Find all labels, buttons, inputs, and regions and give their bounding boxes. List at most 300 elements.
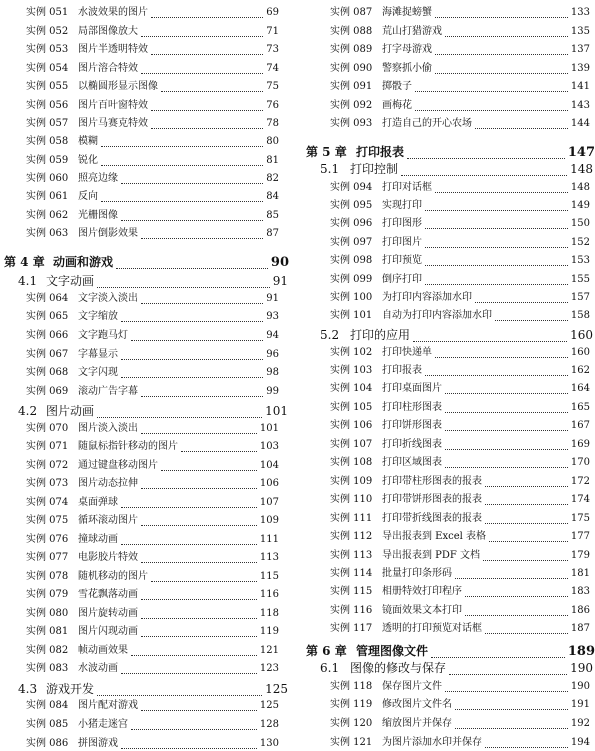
toc-page-number: 167 xyxy=(570,420,590,431)
toc-item-row xyxy=(0,368,289,379)
toc-page-number: 162 xyxy=(570,365,590,376)
toc-dot-leader xyxy=(485,523,568,524)
toc-dot-leader xyxy=(445,449,568,450)
toc-item-title: 图片半透明特效 xyxy=(78,44,148,55)
toc-item-row xyxy=(0,211,289,222)
toc-page-number: 152 xyxy=(570,237,590,248)
toc-item-number: 实例 092 xyxy=(330,100,373,111)
toc-page-number: 78 xyxy=(266,118,279,129)
toc-dot-leader xyxy=(485,633,568,634)
toc-dot-leader xyxy=(141,303,263,304)
toc-item-number: 实例 083 xyxy=(26,663,69,674)
toc-item-title: 修改图片文件名 xyxy=(382,699,452,710)
toc-page-number: 113 xyxy=(259,552,279,563)
toc-dot-leader xyxy=(425,284,568,285)
toc-item-title: 打印报表 xyxy=(382,365,422,376)
toc-item-number: 实例 104 xyxy=(330,383,373,394)
toc-item-title: 打印对话框 xyxy=(382,182,432,193)
toc-page-number: 183 xyxy=(570,586,590,597)
toc-item-row xyxy=(298,514,595,525)
toc-dot-leader xyxy=(445,430,568,431)
toc-item-row xyxy=(0,627,289,638)
toc-item-number: 实例 069 xyxy=(26,386,69,397)
toc-chapter-row xyxy=(298,146,595,160)
toc-dot-leader xyxy=(413,341,567,342)
toc-item-title: 打印快递单 xyxy=(382,347,432,358)
toc-item-title: 图片马赛克特效 xyxy=(78,118,148,129)
toc-page-number: 139 xyxy=(570,63,590,74)
toc-item-row xyxy=(298,183,595,194)
toc-section-number: 5.2 xyxy=(320,328,340,342)
toc-page-number: 118 xyxy=(259,608,279,619)
toc-item-row xyxy=(298,624,595,635)
toc-item-title: 打印柱形图表 xyxy=(382,402,442,413)
toc-item-row xyxy=(298,8,595,19)
toc-item-title: 锐化 xyxy=(78,155,98,166)
toc-page-number: 93 xyxy=(266,311,279,322)
toc-item-number: 实例 091 xyxy=(330,81,373,92)
toc-page-number: 103 xyxy=(259,441,279,452)
toc-page-number: 76 xyxy=(266,100,279,111)
toc-page-number: 147 xyxy=(567,145,595,160)
toc-item-number: 实例 065 xyxy=(26,311,69,322)
toc-page-number: 85 xyxy=(266,210,279,221)
toc-item-number: 实例 119 xyxy=(330,699,373,710)
toc-dot-leader xyxy=(407,158,565,159)
toc-item-title: 打字母游戏 xyxy=(382,44,432,55)
toc-chapter-number: 第 6 章 xyxy=(306,644,347,658)
toc-page-number: 91 xyxy=(266,293,279,304)
toc-chapter-number: 第 5 章 xyxy=(306,145,347,159)
toc-dot-leader xyxy=(101,165,263,166)
toc-item-number: 实例 085 xyxy=(26,719,69,730)
toc-item-number: 实例 052 xyxy=(26,26,69,37)
toc-page-number: 191 xyxy=(570,699,590,710)
toc-item-number: 实例 081 xyxy=(26,626,69,637)
toc-item-row xyxy=(298,256,595,267)
toc-dot-leader xyxy=(449,674,567,675)
toc-dot-leader xyxy=(97,287,270,288)
toc-page-number: 104 xyxy=(259,460,279,471)
toc-item-number: 实例 089 xyxy=(330,44,373,55)
toc-dot-leader xyxy=(465,596,568,597)
toc-item-number: 实例 105 xyxy=(330,402,373,413)
toc-item-title: 打印图片 xyxy=(382,237,422,248)
toc-dot-leader xyxy=(121,220,263,221)
toc-section-row xyxy=(298,163,595,177)
toc-item-row xyxy=(298,458,595,469)
toc-dot-leader xyxy=(141,238,263,239)
toc-item-title: 循环滚动图片 xyxy=(78,515,138,526)
toc-dot-leader xyxy=(101,146,263,147)
toc-item-row xyxy=(0,174,289,185)
toc-page-number: 87 xyxy=(266,228,279,239)
toc-item-number: 实例 053 xyxy=(26,44,69,55)
toc-item-number: 实例 056 xyxy=(26,100,69,111)
toc-dot-leader xyxy=(121,507,257,508)
toc-item-row xyxy=(0,350,289,361)
toc-item-row xyxy=(0,739,289,750)
toc-item-title: 图片百叶窗特效 xyxy=(78,100,148,111)
toc-item-row xyxy=(0,461,289,472)
toc-dot-leader xyxy=(435,357,568,358)
toc-item-number: 实例 110 xyxy=(330,494,373,505)
toc-dot-leader xyxy=(151,581,257,582)
toc-item-number: 实例 082 xyxy=(26,645,69,656)
toc-dot-leader xyxy=(141,599,257,600)
toc-page-number: 133 xyxy=(570,7,590,18)
toc-item-row xyxy=(298,311,595,322)
toc-item-row xyxy=(0,609,289,620)
toc-item-number: 实例 107 xyxy=(330,439,373,450)
toc-item-row xyxy=(0,101,289,112)
toc-item-title: 保存图片文件 xyxy=(382,681,442,692)
toc-dot-leader xyxy=(485,747,568,748)
toc-item-row xyxy=(298,119,595,130)
toc-dot-leader xyxy=(161,470,257,471)
toc-item-number: 实例 079 xyxy=(26,589,69,600)
toc-page-number: 172 xyxy=(570,476,590,487)
toc-page-number: 99 xyxy=(266,386,279,397)
toc-dot-leader xyxy=(435,192,568,193)
toc-item-title: 打造自己的开心农场 xyxy=(382,118,472,129)
toc-item-row xyxy=(0,119,289,130)
toc-item-number: 实例 117 xyxy=(330,623,373,634)
toc-item-title: 打印饼形图表 xyxy=(382,420,442,431)
toc-page-number: 148 xyxy=(570,182,590,193)
toc-item-title: 照亮边缘 xyxy=(78,173,118,184)
toc-page-number: 74 xyxy=(266,63,279,74)
toc-page-number: 106 xyxy=(259,478,279,489)
toc-item-number: 实例 097 xyxy=(330,237,373,248)
toc-item-number: 实例 058 xyxy=(26,136,69,147)
toc-page-number: 73 xyxy=(266,44,279,55)
toc-dot-leader xyxy=(151,17,263,18)
toc-dot-leader xyxy=(141,73,263,74)
toc-dot-leader xyxy=(445,412,568,413)
toc-section-title: 文字动画 xyxy=(46,274,95,288)
toc-chapter-number: 第 4 章 xyxy=(4,255,45,269)
toc-item-number: 实例 051 xyxy=(26,7,69,18)
toc-item-title: 倒序打印 xyxy=(382,274,422,285)
toc-item-number: 实例 055 xyxy=(26,81,69,92)
toc-item-title: 文字淡入淡出 xyxy=(78,293,138,304)
toc-item-number: 实例 070 xyxy=(26,423,69,434)
toc-dot-leader xyxy=(445,691,568,692)
toc-item-row xyxy=(0,498,289,509)
toc-item-number: 实例 109 xyxy=(330,476,373,487)
toc-item-number: 实例 066 xyxy=(26,330,69,341)
toc-section-title: 打印的应用 xyxy=(350,328,411,342)
toc-item-title: 导出报表到 PDF 文档 xyxy=(382,550,481,561)
toc-item-title: 缩放图片并保存 xyxy=(382,718,452,729)
toc-item-title: 拼图游戏 xyxy=(78,738,118,749)
toc-item-row xyxy=(0,8,289,19)
toc-dot-leader xyxy=(141,433,257,434)
toc-item-title: 图片动态拉伸 xyxy=(78,478,138,489)
toc-item-row xyxy=(0,64,289,75)
toc-page-number: 148 xyxy=(570,162,593,176)
toc-page-number: 179 xyxy=(570,550,590,561)
toc-item-number: 实例 062 xyxy=(26,210,69,221)
toc-item-row xyxy=(0,27,289,38)
toc-item-number: 实例 067 xyxy=(26,349,69,360)
toc-item-title: 镜面效果文本打印 xyxy=(382,605,462,616)
toc-page-number: 186 xyxy=(570,605,590,616)
toc-dot-leader xyxy=(475,302,568,303)
toc-dot-leader xyxy=(141,562,257,563)
toc-item-number: 实例 096 xyxy=(330,218,373,229)
toc-item-row xyxy=(0,590,289,601)
toc-dot-leader xyxy=(141,488,257,489)
toc-item-number: 实例 063 xyxy=(26,228,69,239)
toc-page-number: 80 xyxy=(266,136,279,147)
toc-item-title: 自动为打印内容添加水印 xyxy=(382,310,492,321)
toc-item-row xyxy=(0,192,289,203)
toc-page-number: 96 xyxy=(266,349,279,360)
toc-item-title: 打印折线图表 xyxy=(382,439,442,450)
toc-page-number: 149 xyxy=(570,200,590,211)
toc-page-number: 158 xyxy=(570,310,590,321)
toc-dot-leader xyxy=(141,396,263,397)
toc-dot-leader xyxy=(121,321,263,322)
toc-item-number: 实例 106 xyxy=(330,420,373,431)
toc-item-row xyxy=(298,495,595,506)
toc-item-row xyxy=(0,442,289,453)
toc-dot-leader xyxy=(151,128,263,129)
toc-item-number: 实例 084 xyxy=(26,700,69,711)
toc-page-number: 128 xyxy=(259,719,279,730)
toc-page-number: 155 xyxy=(570,274,590,285)
toc-section-row xyxy=(298,662,595,676)
toc-dot-leader xyxy=(485,486,568,487)
toc-item-title: 图片淡入淡出 xyxy=(78,423,138,434)
toc-item-number: 实例 120 xyxy=(330,718,373,729)
toc-dot-leader xyxy=(445,393,568,394)
toc-dot-leader xyxy=(131,729,257,730)
toc-item-row xyxy=(0,45,289,56)
toc-item-title: 打印图形 xyxy=(382,218,422,229)
toc-dot-leader xyxy=(97,695,262,696)
toc-item-row xyxy=(298,238,595,249)
toc-item-title: 图片溶合特效 xyxy=(78,63,138,74)
toc-chapter-title: 管理图像文件 xyxy=(356,644,429,658)
toc-item-title: 导出报表到 Excel 表格 xyxy=(382,531,487,542)
toc-dot-leader xyxy=(425,210,568,211)
toc-page-number: 94 xyxy=(266,330,279,341)
toc-dot-leader xyxy=(415,110,568,111)
toc-section-row xyxy=(0,405,289,419)
toc-item-row xyxy=(0,82,289,93)
toc-item-title: 文字缩放 xyxy=(78,311,118,322)
toc-page-number: 101 xyxy=(259,423,279,434)
toc-item-title: 随机移动的图片 xyxy=(78,571,148,582)
toc-item-row xyxy=(298,551,595,562)
toc-page-number: 71 xyxy=(266,26,279,37)
toc-item-row xyxy=(298,82,595,93)
toc-page-number: 125 xyxy=(259,700,279,711)
toc-page-number: 153 xyxy=(570,255,590,266)
toc-page-number: 75 xyxy=(266,81,279,92)
toc-chapter-title: 打印报表 xyxy=(356,145,405,159)
toc-dot-leader xyxy=(425,265,568,266)
toc-item-title: 以椭圆形显示图像 xyxy=(78,81,158,92)
toc-section-title: 打印控制 xyxy=(350,162,399,176)
toc-page-number: 107 xyxy=(259,497,279,508)
toc-item-row xyxy=(0,516,289,527)
toc-item-number: 实例 076 xyxy=(26,534,69,545)
toc-item-number: 实例 099 xyxy=(330,274,373,285)
toc-dot-leader xyxy=(483,560,568,561)
toc-item-row xyxy=(298,64,595,75)
toc-page-number: 150 xyxy=(570,218,590,229)
toc-section-title: 图像的修改与保存 xyxy=(350,661,447,675)
toc-page-number: 165 xyxy=(570,402,590,413)
toc-dot-leader xyxy=(151,54,263,55)
toc-item-row xyxy=(0,331,289,342)
toc-dot-leader xyxy=(97,417,262,418)
toc-dot-leader xyxy=(465,615,568,616)
toc-item-number: 实例 103 xyxy=(330,365,373,376)
toc-page-number: 181 xyxy=(570,568,590,579)
toc-item-row xyxy=(298,587,595,598)
toc-dot-leader xyxy=(141,525,257,526)
toc-item-row xyxy=(0,424,289,435)
toc-dot-leader xyxy=(445,467,568,468)
toc-dot-leader xyxy=(141,636,257,637)
toc-page-number: 130 xyxy=(259,738,279,749)
toc-dot-leader xyxy=(131,340,263,341)
toc-item-title: 水波效果的图片 xyxy=(78,7,148,18)
toc-item-row xyxy=(0,137,289,148)
toc-item-title: 掷骰子 xyxy=(382,81,412,92)
toc-item-row xyxy=(0,720,289,731)
toc-page-number: 137 xyxy=(570,44,590,55)
toc-dot-leader xyxy=(425,247,568,248)
toc-item-title: 打印带饼形图表的报表 xyxy=(382,494,482,505)
toc-page-number: 190 xyxy=(570,661,593,675)
toc-item-number: 实例 073 xyxy=(26,478,69,489)
toc-item-title: 图片闪现动画 xyxy=(78,626,138,637)
toc-item-title: 透明的打印预览对话框 xyxy=(382,623,482,634)
toc-item-row xyxy=(298,348,595,359)
toc-item-number: 实例 121 xyxy=(330,737,373,748)
toc-dot-leader xyxy=(121,359,263,360)
toc-dot-leader xyxy=(401,175,567,176)
toc-item-title: 水波动画 xyxy=(78,663,118,674)
toc-section-row xyxy=(0,683,289,697)
toc-item-row xyxy=(298,275,595,286)
toc-section-title: 游戏开发 xyxy=(46,682,95,696)
toc-section-row xyxy=(298,329,595,343)
toc-section-number: 6.1 xyxy=(320,661,340,675)
toc-item-title: 滚动广告字幕 xyxy=(78,386,138,397)
toc-item-row xyxy=(298,719,595,730)
toc-page-number: 160 xyxy=(570,347,590,358)
toc-page-number: 189 xyxy=(567,644,595,659)
toc-dot-leader xyxy=(425,375,568,376)
toc-item-title: 撞球动画 xyxy=(78,534,118,545)
toc-item-row xyxy=(298,293,595,304)
toc-item-title: 打印区域图表 xyxy=(382,457,442,468)
toc-page-number: 119 xyxy=(259,626,279,637)
toc-item-number: 实例 068 xyxy=(26,367,69,378)
toc-dot-leader xyxy=(151,110,263,111)
toc-item-number: 实例 080 xyxy=(26,608,69,619)
toc-item-title: 帧动画效果 xyxy=(78,645,128,656)
toc-page-number: 157 xyxy=(570,292,590,303)
toc-item-row xyxy=(0,646,289,657)
toc-item-title: 反向 xyxy=(78,191,98,202)
toc-item-title: 实现打印 xyxy=(382,200,422,211)
toc-item-number: 实例 101 xyxy=(330,310,373,321)
toc-item-title: 随鼠标指针移动的图片 xyxy=(78,441,178,452)
toc-page-number: 109 xyxy=(259,515,279,526)
toc-item-number: 实例 060 xyxy=(26,173,69,184)
toc-item-number: 实例 100 xyxy=(330,292,373,303)
toc-item-title: 小猪走迷宫 xyxy=(78,719,128,730)
toc-item-row xyxy=(298,45,595,56)
toc-item-title: 打印桌面图片 xyxy=(382,383,442,394)
toc-item-row xyxy=(0,156,289,167)
toc-dot-leader xyxy=(455,709,568,710)
toc-dot-leader xyxy=(455,578,568,579)
toc-dot-leader xyxy=(485,504,568,505)
toc-page-number: 143 xyxy=(570,100,590,111)
toc-page-number: 192 xyxy=(570,718,590,729)
toc-item-number: 实例 112 xyxy=(330,531,373,542)
toc-item-row xyxy=(0,664,289,675)
toc-item-row xyxy=(298,384,595,395)
toc-item-number: 实例 090 xyxy=(330,63,373,74)
toc-page-number: 98 xyxy=(266,367,279,378)
toc-page-number: 111 xyxy=(259,534,279,545)
toc-item-row xyxy=(298,440,595,451)
toc-page-number: 115 xyxy=(259,571,279,582)
toc-dot-leader xyxy=(141,618,257,619)
toc-item-number: 实例 086 xyxy=(26,738,69,749)
toc-dot-leader xyxy=(121,748,257,749)
toc-dot-leader xyxy=(141,710,257,711)
toc-page-number: 169 xyxy=(570,439,590,450)
toc-item-row xyxy=(0,701,289,712)
toc-dot-leader xyxy=(141,36,263,37)
toc-item-row xyxy=(298,606,595,617)
toc-item-title: 为图片添加水印并保存 xyxy=(382,737,482,748)
toc-section-title: 图片动画 xyxy=(46,404,95,418)
toc-dot-leader xyxy=(121,377,263,378)
toc-page-number: 101 xyxy=(265,404,288,418)
toc-item-number: 实例 064 xyxy=(26,293,69,304)
toc-section-number: 5.1 xyxy=(320,162,340,176)
toc-dot-leader xyxy=(425,228,568,229)
toc-item-number: 实例 087 xyxy=(330,7,373,18)
toc-item-title: 图片倒影效果 xyxy=(78,228,138,239)
toc-item-row xyxy=(298,366,595,377)
toc-page-number: 160 xyxy=(570,328,593,342)
toc-column-right xyxy=(298,0,595,751)
toc-item-number: 实例 057 xyxy=(26,118,69,129)
toc-page-number: 175 xyxy=(570,513,590,524)
toc-item-title: 模糊 xyxy=(78,136,98,147)
toc-item-row xyxy=(298,682,595,693)
toc-dot-leader xyxy=(475,128,568,129)
toc-item-number: 实例 102 xyxy=(330,347,373,358)
toc-page-number: 190 xyxy=(570,681,590,692)
toc-page-number: 125 xyxy=(265,682,288,696)
toc-dot-leader xyxy=(415,91,568,92)
toc-page-number: 177 xyxy=(570,531,590,542)
